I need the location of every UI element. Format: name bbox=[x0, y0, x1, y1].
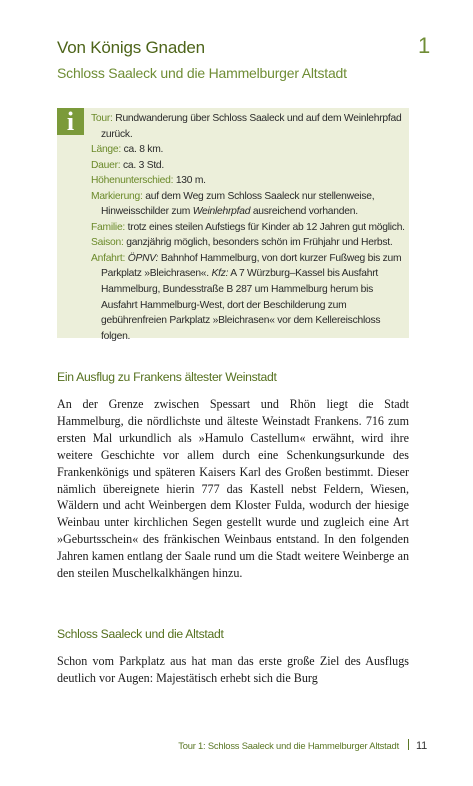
info-i-icon: i bbox=[57, 108, 84, 135]
info-label: Länge: bbox=[91, 144, 121, 156]
info-row bbox=[91, 189, 407, 220]
info-row bbox=[91, 251, 407, 344]
info-value: Rundwanderung über Schloss Saaleck und auf dem Weinlehrpfad zurück. bbox=[101, 113, 402, 140]
page-number: 11 bbox=[415, 740, 427, 752]
info-label: Höhenunterschied: bbox=[91, 175, 174, 187]
section-heading-weinstadt: Ein Ausflug zu Frankens ältester Weinstadt bbox=[57, 370, 277, 384]
page-footer bbox=[178, 739, 427, 752]
info-value: ÖPNV: bbox=[127, 252, 159, 264]
chapter-title: Von Königs Gnaden bbox=[57, 38, 205, 57]
section-paragraph-weinstadt: An der Grenze zwischen Spessart und Rhön liegt die Stadt Hammelburg, die nördlichste und älteste Weinstadt Frankens. 716 zum ersten Mal urkundlich als »Hamulo Castellum« erwähnt, wird ihre weitere Geschichte vor allem durch eine Schenkungsurkunde des Frankenkönigs und späteren Kaisers Karl des Großen bestimmt. Dieser nämlich übereignete hierin 777 das Kastell nebst Feldern, Wiesen, Wäldern und acht Weinbergen dem Kloster Fulda, wodurch der hiesige Weinbau unter kirchlichen Segen gestellt wurde und zugleich eine Art »Geburtsschein« des fränkischen Weinbaus entstand. In den folgenden Jahren kamen entlang der Saale rund um die Stadt weitere Weinberge an den steilen Muschelkalkhängen hinzu. bbox=[57, 397, 409, 581]
info-label: Dauer: bbox=[91, 159, 121, 171]
chapter-subtitle: Schloss Saaleck und die Hammelburger Altstadt bbox=[57, 65, 347, 81]
info-label: Anfahrt: bbox=[91, 252, 126, 264]
info-row bbox=[91, 235, 407, 251]
info-value: ganzjährig möglich, besonders schön im Frühjahr und Herbst. bbox=[123, 237, 393, 249]
info-value: ca. 8 km. bbox=[121, 144, 164, 156]
info-row bbox=[91, 220, 407, 236]
section-paragraph-altstadt: Schon vom Parkplatz aus hat man das erste große Ziel des Ausflugs deutlich vor Augen: Majestätisch erhebt sich die Burg bbox=[57, 654, 409, 685]
info-row bbox=[91, 158, 407, 174]
info-label: Tour: bbox=[91, 113, 113, 124]
info-row bbox=[91, 142, 407, 158]
info-value: A 7 Würzburg–Kassel bis Ausfahrt Hammelburg, Bundesstraße B 287 um Hammelburg herum bis Ausfahrt Hammelburg-West, dort der Beschilderung zum gebührenfreien Parkplatz »Bleichrasen« vor dem Kellereischloss folgen. bbox=[101, 268, 381, 342]
tour-number: 1 bbox=[418, 33, 431, 58]
running-title: Tour 1: Schloss Saaleck und die Hammelburger Altstadt bbox=[178, 740, 399, 751]
info-value: Weinlehrpfad bbox=[192, 206, 251, 218]
info-list bbox=[91, 111, 407, 344]
info-label: Saison: bbox=[91, 237, 124, 249]
info-value: Kfz: bbox=[211, 268, 229, 280]
info-value: 130 m. bbox=[173, 175, 206, 187]
footer-divider bbox=[408, 739, 409, 750]
section-heading-altstadt: Schloss Saaleck und die Altstadt bbox=[57, 627, 224, 641]
info-row bbox=[91, 173, 407, 189]
info-value: ausreichend vorhanden. bbox=[250, 206, 358, 218]
info-value: ca. 3 Std. bbox=[120, 159, 165, 171]
info-label: Markierung: bbox=[91, 190, 143, 202]
info-value: Bahnhof Hammelburg, von dort kurzer Fußweg bis zum Parkplatz »Bleichrasen«. bbox=[101, 252, 402, 280]
info-value: trotz eines steilen Aufstiegs für Kinder ab 12 Jahren gut möglich. bbox=[125, 221, 405, 233]
info-row bbox=[91, 111, 407, 142]
info-label: Familie: bbox=[91, 221, 126, 233]
info-value: auf dem Weg zum Schloss Saaleck nur stellenweise, Hinweisschilder zum bbox=[101, 190, 375, 218]
info-box bbox=[57, 107, 409, 342]
